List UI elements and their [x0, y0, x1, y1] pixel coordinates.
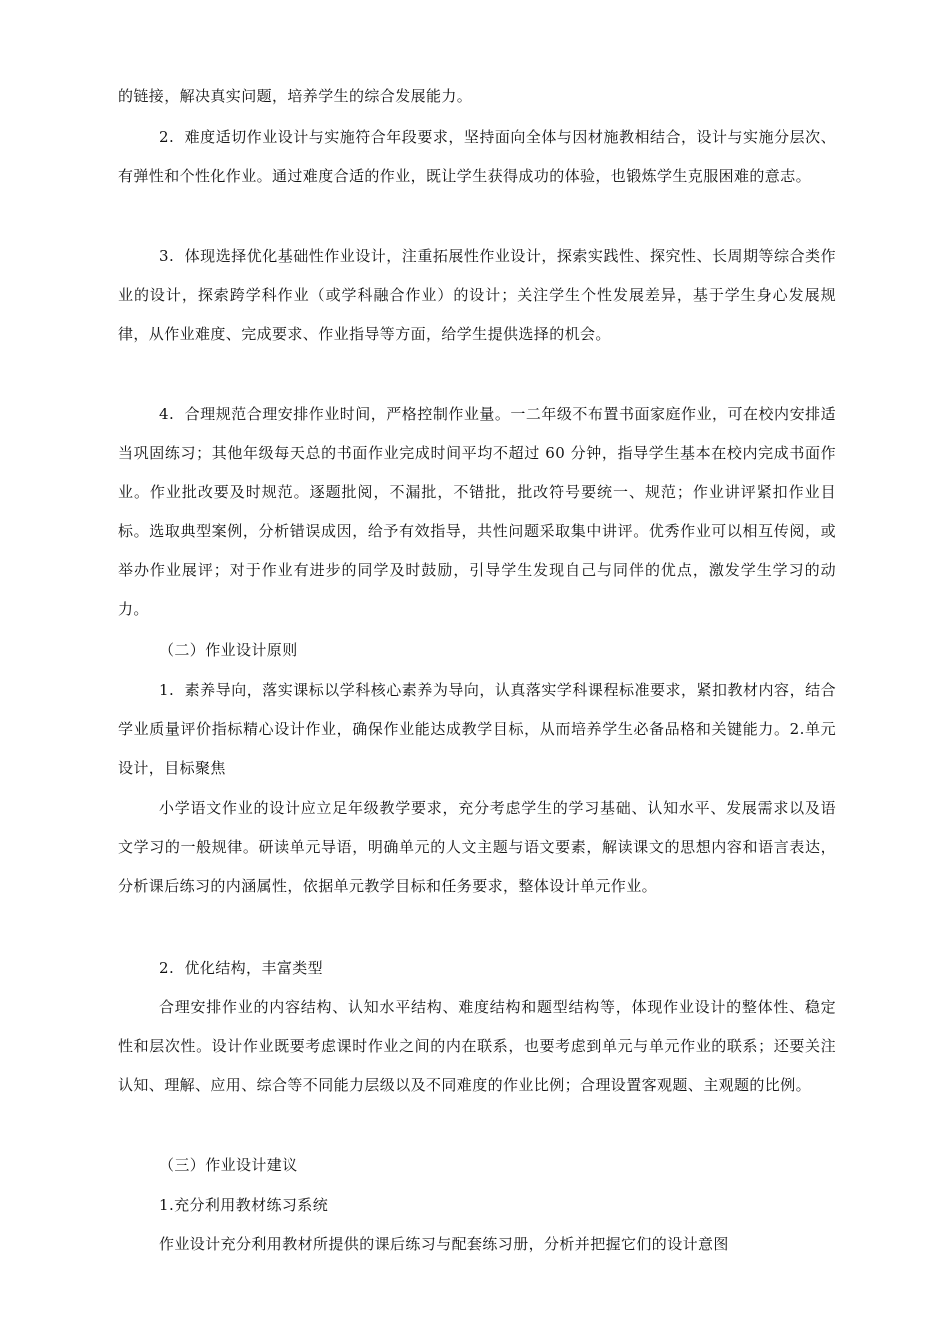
paragraph-regulation: 4. 合理规范合理安排作业时间，严格控制作业量。一二年级不布置书面家庭作业，可在校内安排适当巩固练习；其他年级每天总的书面作业完成时间平均不超过 60 分钟，指导学生基本在校内完成书面作业。作业批改要及时规范。逐题批阅，不漏批，不错批，批改符号要统一、规范；作业讲评紧扣作业目标。选取典型案例，分析错误成因，给予有效指导，共性问题采取集中讲评。优秀作业可以相互传阅，或举办作业展评；对于作业有进步的同学及时鼓励，引导学生发现自己与同伴的优点，激发学生学习的动力。 — [118, 405, 836, 618]
paragraph-unit-design: 小学语文作业的设计应立足年级教学要求，充分考虑学生的学习基础、认知水平、发展需求以及语文学习的一般规律。研读单元导语，明确单元的人文主题与语文要素，解读课文的思想内容和语言表达，分析课后练习的内涵属性，依据单元教学目标和任务要求，整体设计单元作业。 — [118, 799, 836, 895]
section-heading-principles: （二）作业设计原则 — [159, 641, 298, 659]
paragraph-structure: 合理安排作业的内容结构、认知水平结构、难度结构和题型结构等，体现作业设计的整体性、稳定性和层次性。设计作业既要考虑课时作业之间的内在联系，也要考虑到单元与单元作业的联系；还要关注认知、理解、应用、综合等不同能力层级以及不同难度的作业比例；合理设置客观题、主观题的比例。 — [118, 998, 836, 1094]
paragraph-literacy: 1. 素养导向，落实课标以学科核心素养为导向，认真落实学科课程标准要求，紧扣教材内容，结合学业质量评价指标精心设计作业，确保作业能达成教学目标，从而培养学生必备品格和关键能力。2.单元设计，目标聚焦 — [118, 681, 836, 777]
subheading-structure: 2. 优化结构，丰富类型 — [159, 959, 324, 977]
paragraph-choice: 3. 体现选择优化基础性作业设计，注重拓展性作业设计，探索实践性、探究性、长周期等综合类作业的设计，探索跨学科作业（或学科融合作业）的设计；关注学生个性发展差异，基于学生身心发展规律，从作业难度、完成要求、作业指导等方面，给学生提供选择的机会。 — [118, 247, 836, 343]
section-heading-suggestions: （三）作业设计建议 — [159, 1156, 298, 1174]
paragraph-continuation: 的链接，解决真实问题，培养学生的综合发展能力。 — [118, 87, 473, 105]
paragraph-difficulty: 2. 难度适切作业设计与实施符合年段要求，坚持面向全体与因材施教相结合，设计与实施分层次、有弹性和个性化作业。通过难度合适的作业，既让学生获得成功的体验，也锻炼学生克服困难的意志。 — [118, 128, 836, 185]
paragraph-textbook-exercises: 作业设计充分利用教材所提供的课后练习与配套练习册，分析并把握它们的设计意图 — [159, 1235, 729, 1253]
subheading-textbook-exercises: 1.充分利用教材练习系统 — [159, 1196, 329, 1214]
